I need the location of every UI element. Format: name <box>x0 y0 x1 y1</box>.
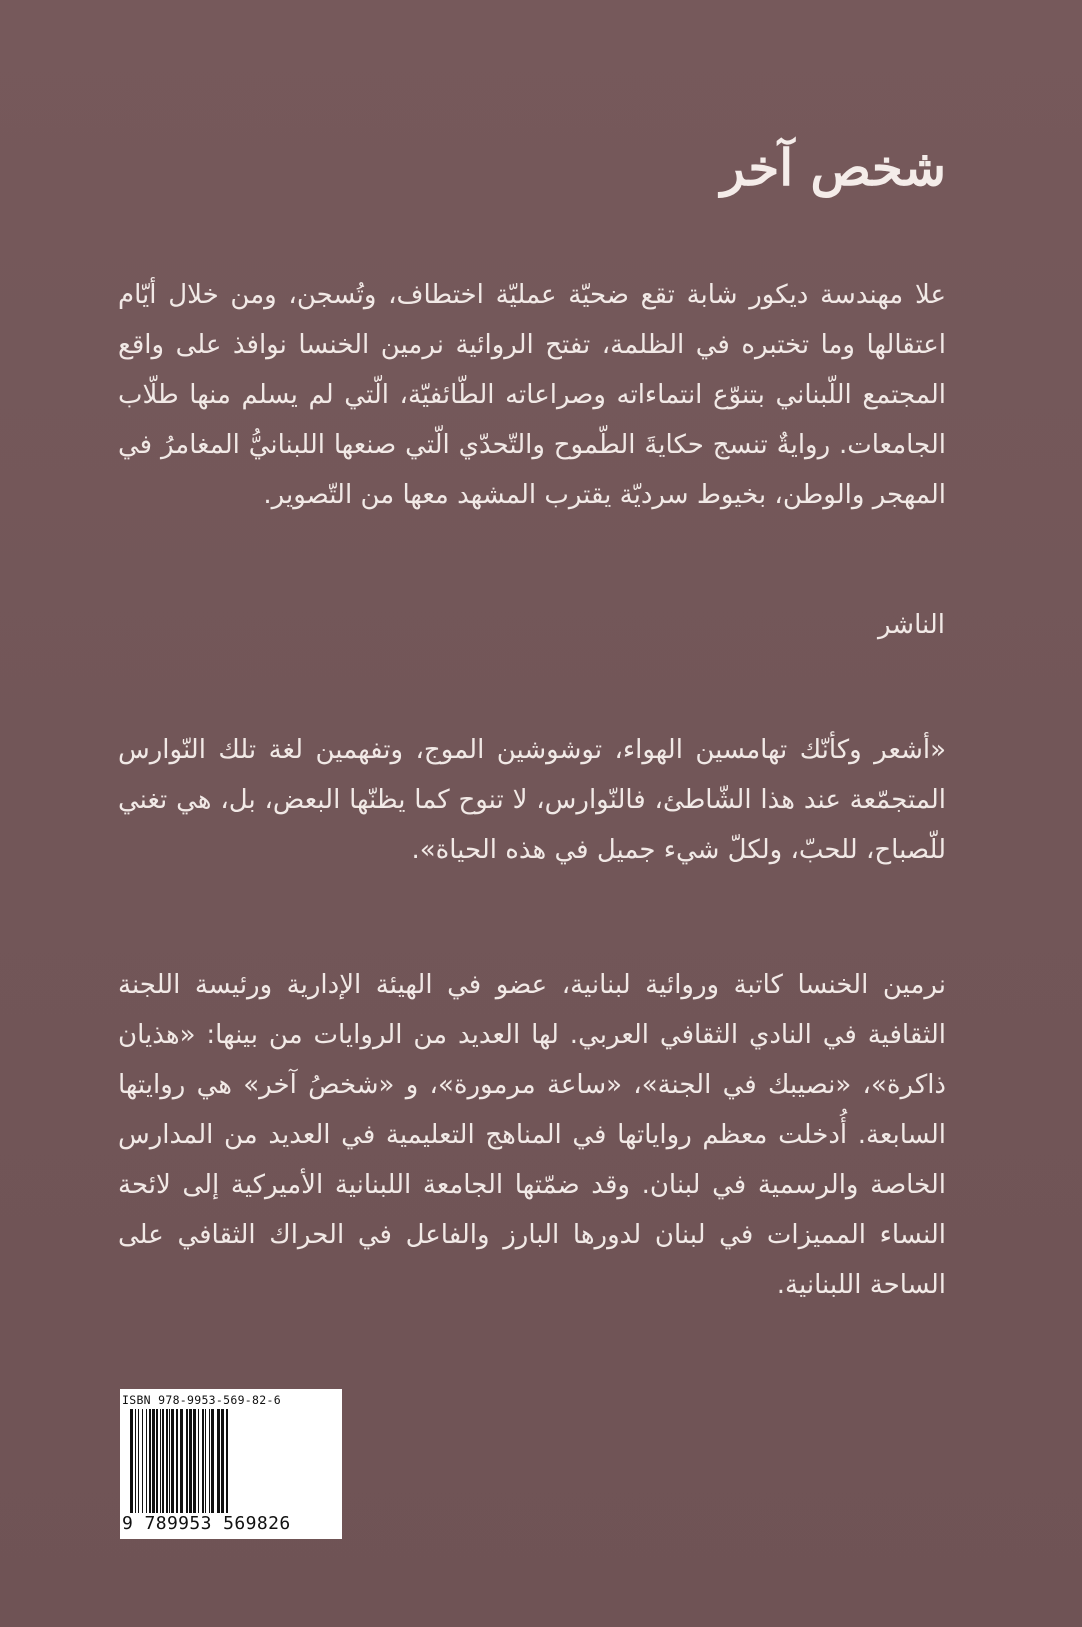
barcode-bar <box>146 1409 147 1513</box>
barcode-bar <box>169 1409 170 1513</box>
blurb-paragraph: علا مهندسة ديكور شابة تقع ضحيّة عمليّة اختطاف، وتُسجن، ومن خلال أيّام اعتقالها وما تختبره في الظلمة، تفتح الروائية نرمين الخنسا نوافذ على واقع المجتمع اللّبناني بتنوّع انتماءاته وصراعاته الطّائفيّة، الّتي لم يسلم منها طلّاب الجامعات. روايةٌ تنسج حكايةَ الطّموح والتّحدّي الّتي صنعها اللبنانيُّ المغامرُ في المهجر والوطن، بخيوط سرديّة يقترب المشهد معها من التّصوير. <box>118 280 946 510</box>
book-title: شخص آخر <box>720 138 946 197</box>
barcode-bar <box>189 1409 192 1513</box>
barcode-bar <box>135 1409 136 1513</box>
barcode-digits: 9 789953 569826 <box>122 1513 291 1534</box>
quote-paragraph: «أشعر وكأنّك تهامسين الهواء، توشوشين الموج، وتفهمين لغة تلك النّوارس المتجمّعة عند هذا الشّاطئ، فالنّوارس، لا تنوح كما يظنّها البعض، بل، هي تغني للّصباح، للحبّ، ولكلّ شيء جميل في هذه الحياة». <box>118 735 946 865</box>
barcode-bar <box>130 1409 133 1513</box>
barcode-bar <box>156 1409 158 1513</box>
barcode-bar <box>152 1409 155 1513</box>
barcode-bar <box>186 1409 188 1513</box>
barcode-bar <box>162 1409 164 1513</box>
barcode-bar <box>211 1409 214 1513</box>
blurb-signature: الناشر <box>877 610 945 640</box>
barcode-bar <box>217 1409 220 1513</box>
barcode-bar <box>166 1409 168 1513</box>
isbn-label: ISBN 978-9953-569-82-6 <box>122 1393 281 1407</box>
barcode-bar <box>209 1409 210 1513</box>
isbn-barcode <box>120 1389 342 1539</box>
barcode-bar <box>205 1409 206 1513</box>
barcode-bar <box>138 1409 139 1513</box>
barcode-bar <box>180 1409 183 1513</box>
barcode-bar <box>142 1409 143 1513</box>
barcode-bars <box>130 1409 332 1513</box>
barcode-bar <box>193 1409 196 1513</box>
barcode-bar <box>202 1409 204 1513</box>
barcode-bar <box>171 1409 174 1513</box>
barcode-bar <box>198 1409 199 1513</box>
author-bio-paragraph: نرمين الخنسا كاتبة وروائية لبنانية، عضو في الهيئة الإدارية ورئيسة اللجنة الثقافية في النادي الثقافي العربي. لها العديد من الروايات من بينها: «هذيان ذاكرة»، «نصيبك في الجنة»، «ساعة مرمورة»، و «شخصُ آخر» هي روايتها السابعة. أُدخلت معظم رواياتها في المناهج التعليمية في العديد من المدارس الخاصة والرسمية في لبنان. وقد ضمّتها الجامعة اللبنانية الأميركية إلى لائحة النساء المميزات في لبنان لدورها البارز والفاعل في الحراك الثقافي على الساحة اللبنانية. <box>118 970 946 1300</box>
barcode-bar <box>149 1409 151 1513</box>
barcode-bar <box>160 1409 161 1513</box>
barcode-bar <box>176 1409 178 1513</box>
barcode-bar <box>221 1409 224 1513</box>
barcode-bar <box>226 1409 228 1513</box>
